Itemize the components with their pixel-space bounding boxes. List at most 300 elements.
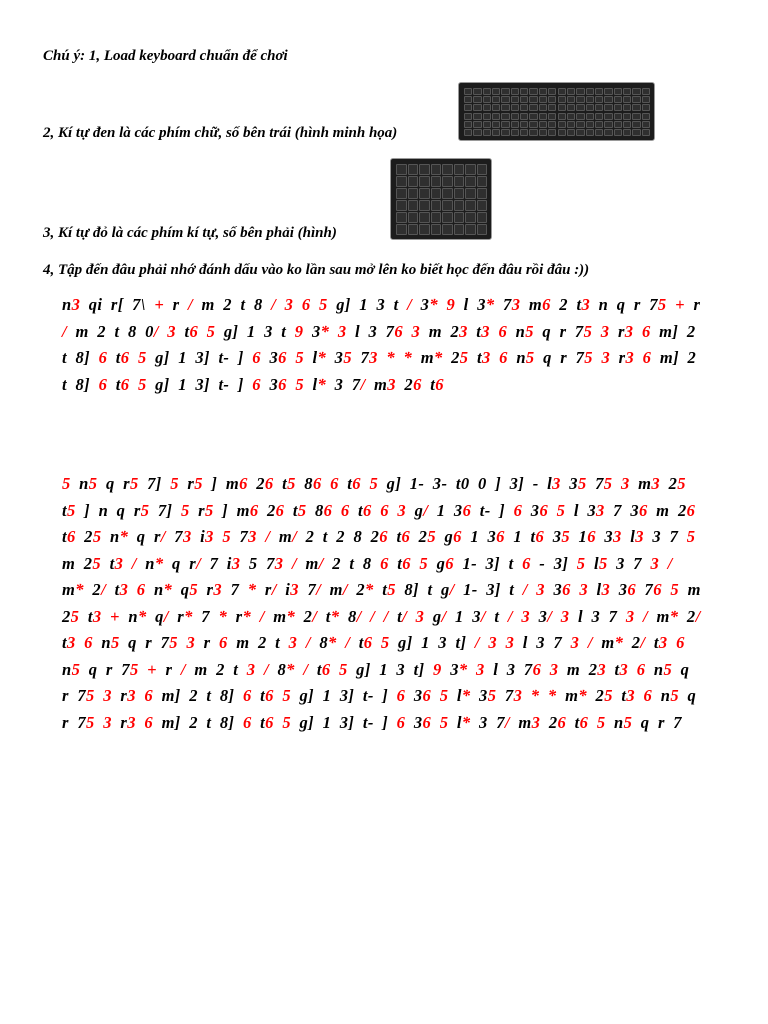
key-cap [548,96,556,103]
red-key: / [131,553,137,573]
key-cap [483,113,491,120]
key-cap [419,224,430,235]
keyboard-numpad-image [390,158,492,240]
red-key: / [62,321,67,341]
key-cap [529,96,537,103]
red-key: 6 [363,500,372,520]
key-cap [576,104,584,111]
red-key: / [259,606,265,626]
key-cap [539,121,547,128]
key-cap [431,164,442,175]
red-key: 6 [189,321,199,341]
key-cap [614,88,622,95]
key-cap [520,104,528,111]
key-cap [558,113,566,120]
key-cap [431,188,442,199]
red-key: / [318,553,324,573]
red-key: / 3 6 5 [271,295,328,314]
red-key: * [163,580,173,599]
key-cap [586,121,594,128]
key-cap [529,88,537,95]
key-cap [442,164,453,175]
note-line-2: 2, Kí tự đen là các phím chữ, số bên trái (hình minh họa) [43,125,398,141]
red-key: / [402,606,408,626]
red-key: 3 [579,580,588,599]
key-cap [614,113,622,120]
key-cap [501,88,509,95]
red-key: 6 [496,527,505,546]
red-key: 6 [265,712,274,732]
red-key: 6 [394,321,403,341]
red-key: 3 [127,686,136,705]
red-key: / [180,659,186,679]
red-key: 5 [297,500,307,520]
note-line-3: 3, Kí tự đỏ là các phím kí tự, số bên phải (hình) [43,225,337,241]
red-key: 3 [411,321,421,341]
red-key: 6 [264,474,274,493]
red-key: 5 [604,686,613,705]
red-key: 5 [525,321,534,341]
red-key: 6 [249,500,259,520]
red-key: / [407,295,413,314]
red-key: * [317,374,327,394]
red-key: 5 [140,500,150,520]
red-key: 5 [663,659,673,679]
red-key: * [669,606,679,626]
red-key: 6 [396,686,406,705]
key-cap [548,121,556,128]
key-cap [464,104,472,111]
red-key: * [433,348,443,367]
red-key: + [110,606,120,626]
red-key: 3 [595,500,605,520]
key-cap [511,121,519,128]
red-key: 6 [686,500,696,520]
red-key: / [695,606,701,626]
key-cap [595,113,603,120]
key-cap [492,104,500,111]
red-key: / [153,321,159,341]
key-cap [465,176,476,187]
red-key: 5 [556,500,566,520]
red-key: / [101,580,107,599]
key-cap [642,121,650,128]
red-key: / [504,712,510,732]
red-key: + [154,295,165,314]
red-key: 6 [639,500,648,520]
key-cap [408,176,419,187]
red-key: 5 [380,633,390,652]
red-key: 6 [239,474,248,493]
red-key: 6 [539,500,549,520]
red-key: 3 [613,527,622,546]
red-key: 5 [439,686,449,705]
red-key: 3 [103,686,112,705]
key-cap [558,104,566,111]
red-key: / [360,374,366,394]
red-key: 5 [86,686,95,705]
key-cap [483,104,491,111]
key-cap [614,129,622,136]
red-key: 3 [481,348,491,367]
red-key: / [291,553,297,573]
red-key: 6 [653,580,662,599]
red-key: 3 [92,606,102,626]
key-cap [501,121,509,128]
red-key: / [305,633,311,652]
red-key: 6 [252,374,261,394]
red-key: 3 [119,580,129,599]
red-key: 3 [213,580,223,599]
key-cap [431,200,442,211]
key-cap [419,176,430,187]
red-key: 6 [144,686,154,705]
red-key: * [461,686,471,705]
red-key: 3 [337,321,347,341]
red-key: 3 [66,633,76,652]
red-key: 3 [248,527,257,546]
key-cap [442,188,453,199]
red-key: 6 [636,659,646,679]
red-key: 3 [650,553,660,573]
key-cap [604,129,612,136]
red-key: 3 [182,527,192,546]
red-key: 6 [120,348,130,367]
key-cap [623,129,631,136]
key-cap [511,113,519,120]
key-cap [595,88,603,95]
red-key: 5 [180,500,190,520]
red-key: 6 [98,348,108,367]
key-cap [419,212,430,223]
note-line-4: 4, Tập đến đâu phải nhớ đánh dấu vào ko lần sau mở lên ko biết học đến đâu rồi đâu :)) [43,262,590,278]
key-cap [576,129,584,136]
red-key: / [312,606,318,626]
key-cap [623,121,631,128]
red-key: 5 [561,527,571,546]
key-cap [477,164,488,175]
key-cap [477,200,488,211]
key-cap [464,129,472,136]
red-key: 5 [137,348,147,367]
red-key: 6 [380,500,389,520]
key-cap [473,113,481,120]
key-cap [492,121,500,128]
red-key: / 3 [474,633,498,652]
red-key: 6 [453,527,462,546]
key-cap [632,113,640,120]
keyboard-full-image [458,82,655,141]
key-cap [492,88,500,95]
key-sequence-block-1: n3 qi r[ 7\ + r / m 2 t 8 / 3 6 5 g] 1 3 t / 3* 9 l 3* 73 m6 2 t3 n q r 75 + r / m 2 t 8 0/ 3 t6 5 g] 1 3 t 9 3* 3 l 3 76 3 m 23 t3 6 n5 q r 75 3 r3 6 m] 2 t 8] 6 t6 5 g] 1 3] t- ] 6 36 5 l* 35 73 * * m* 25 t3 6 n5 q r 75 3 r3 6 m] 2 t 8] 6 t6 5 g] 1 3] t- ] 6 36 5 l* 3 7/ m3 26 t6 [62,295,701,394]
red-key: 5 [110,633,120,652]
red-key: 3 [513,686,523,705]
red-key: * [119,527,129,546]
red-key: 3 [415,606,425,626]
key-cap [595,104,603,111]
key-cap [539,88,547,95]
key-cap [586,96,594,103]
key-cap [419,188,430,199]
red-key: 5 [584,348,593,367]
red-key: 3 [369,348,378,367]
key-cap [464,113,472,120]
key-cap [632,88,640,95]
red-key: 6 [579,712,589,732]
red-key: 3 [619,659,629,679]
key-cap [396,200,407,211]
key-cap [431,212,442,223]
key-cap [464,88,472,95]
red-key: 5 [282,686,291,705]
red-key: 3 [570,633,580,652]
key-cap [492,96,500,103]
key-cap [642,88,650,95]
red-key: 6 [84,633,93,652]
key-cap [442,176,453,187]
key-cap [520,129,528,136]
red-key: 6 [641,321,651,341]
red-key: / [480,606,486,626]
key-cap [529,129,537,136]
key-cap [454,188,465,199]
red-key: 3 [626,686,636,705]
red-key: * [320,321,330,341]
red-key: 6 [542,295,551,314]
red-key: 3 [511,295,521,314]
red-key: 5 [670,686,679,705]
key-cap [465,224,476,235]
red-key: / / [370,606,389,626]
key-cap [632,121,640,128]
key-cap [520,121,528,128]
note-line-1: Chú ý: 1, Load keyboard chuẩn để chơi [43,48,288,64]
red-key: 5 [459,348,469,367]
red-key: 6 [379,527,388,546]
key-cap [586,113,594,120]
red-key: * [286,659,295,679]
red-key: 5 [92,527,102,546]
red-key: 5 [576,553,586,573]
red-key: * [286,606,296,626]
red-key: 5 [439,712,449,732]
key-cap [431,224,442,235]
key-cap [501,113,509,120]
red-key: 3 [397,500,407,520]
key-cap [586,88,594,95]
red-key: 3 [625,606,635,626]
red-key: 3 [549,659,559,679]
red-key: 3 [597,659,606,679]
red-key: * [458,659,468,679]
red-key: / [292,527,298,546]
red-key: * [247,580,257,599]
key-cap [408,200,419,211]
red-key: 3 [205,527,214,546]
red-key: * * [386,348,413,367]
red-key: 6 [340,500,350,520]
red-key: 3 [186,633,196,652]
key-cap [623,88,631,95]
key-cap [529,104,537,111]
key-cap [567,113,575,120]
key-cap [408,224,419,235]
red-key: * [429,295,438,314]
red-key: 6 [242,712,252,732]
red-key: 6 [136,580,146,599]
red-key: 3 [651,474,661,493]
key-cap [464,96,472,103]
red-key: 3 [290,580,299,599]
red-key: 5 [204,500,214,520]
key-cap [454,200,465,211]
red-key: 6 [219,633,228,652]
red-key: * [242,606,252,626]
red-key: 6 [330,474,339,493]
red-key: 5 [282,712,291,732]
key-cap [477,176,488,187]
key-cap [604,121,612,128]
red-key: * * [530,686,557,705]
red-key: 3 [481,321,490,341]
key-cap [473,96,481,103]
key-cap [511,96,519,103]
key-cap [408,164,419,175]
red-key: 6 [278,374,287,394]
red-key: 3 [531,712,541,732]
key-cap [431,176,442,187]
key-cap [567,96,575,103]
key-cap [465,212,476,223]
red-key: 3 [601,348,611,367]
key-cap [623,96,631,103]
key-cap [442,224,453,235]
numpad-keys [395,163,487,235]
red-key: * [317,348,327,367]
red-key: 6 [98,374,108,394]
red-key: 6 [557,712,567,732]
red-key: / [263,659,269,679]
red-key: 3 [476,659,485,679]
key-cap [558,96,566,103]
key-cap [586,129,594,136]
red-key: 6 [321,659,331,679]
red-key: 3 [624,321,634,341]
red-key: 6 [413,374,422,394]
red-key: 6 [144,712,154,732]
red-key: / [667,553,673,573]
key-cap [511,104,519,111]
red-key: 5 [88,474,98,493]
red-key: 5 [343,348,352,367]
key-cap [529,113,537,120]
key-cap [558,88,566,95]
red-key: 3 [658,633,668,652]
red-key: 5 [525,348,535,367]
key-cap [483,96,491,103]
red-key: + [147,659,157,679]
red-key: 5 [427,527,436,546]
red-key: 6 [522,553,531,573]
key-cap [520,96,528,103]
red-key: 5 [92,553,102,573]
key-cap [548,88,556,95]
red-key: 3 [459,321,468,341]
red-key: 5 [387,580,396,599]
red-key: 3 [167,321,176,341]
key-cap [454,164,465,175]
key-cap [501,129,509,136]
red-key: * [75,580,84,599]
key-cap [623,104,631,111]
key-cap [419,164,430,175]
red-key: 6 [462,500,472,520]
red-key: 3 [127,712,136,732]
red-key: 5 [686,527,696,546]
key-cap [614,121,622,128]
key-cap [465,164,476,175]
red-key: 6 [532,659,542,679]
key-cap [492,129,500,136]
red-key: / [188,295,193,314]
red-key: 3 [552,474,561,493]
key-cap [567,129,575,136]
red-key: 5 [596,712,606,732]
red-key: / [423,500,429,520]
red-key: * [485,295,495,314]
key-cap [442,200,453,211]
key-cap [558,121,566,128]
red-key: 6 [535,527,545,546]
red-key: / [196,553,202,573]
red-key: / [345,633,351,652]
key-cap [396,176,407,187]
key-cap [632,129,640,136]
red-key: 6 [445,553,454,573]
red-key: 9 [294,321,304,341]
red-key: 6 [380,553,389,573]
red-key: 6 [676,633,685,652]
red-key: 6 [402,553,411,573]
red-key: 5 [206,321,216,341]
key-cap [642,96,650,103]
red-key: 6 [498,321,508,341]
red-key: 6 [422,686,432,705]
key-cap [511,129,519,136]
red-key: 5 [369,474,379,493]
red-key: 5 [70,606,80,626]
red-key: 6 [422,712,432,732]
red-key: * [330,606,340,626]
red-key: 3 [387,374,396,394]
red-key: / [271,580,277,599]
red-key: / [160,527,166,546]
key-cap [454,224,465,235]
key-cap [567,121,575,128]
red-key: 5 [194,474,203,493]
key-cap [632,104,640,111]
red-key: / [587,633,593,652]
red-key: 6 [642,348,652,367]
red-key: 3 [231,553,241,573]
red-key: 5 [287,474,296,493]
red-key: 9 [433,659,442,679]
key-cap [408,212,419,223]
key-cap [511,88,519,95]
key-cap [576,96,584,103]
red-key: 6 [66,527,76,546]
red-key: 5 [62,474,71,493]
